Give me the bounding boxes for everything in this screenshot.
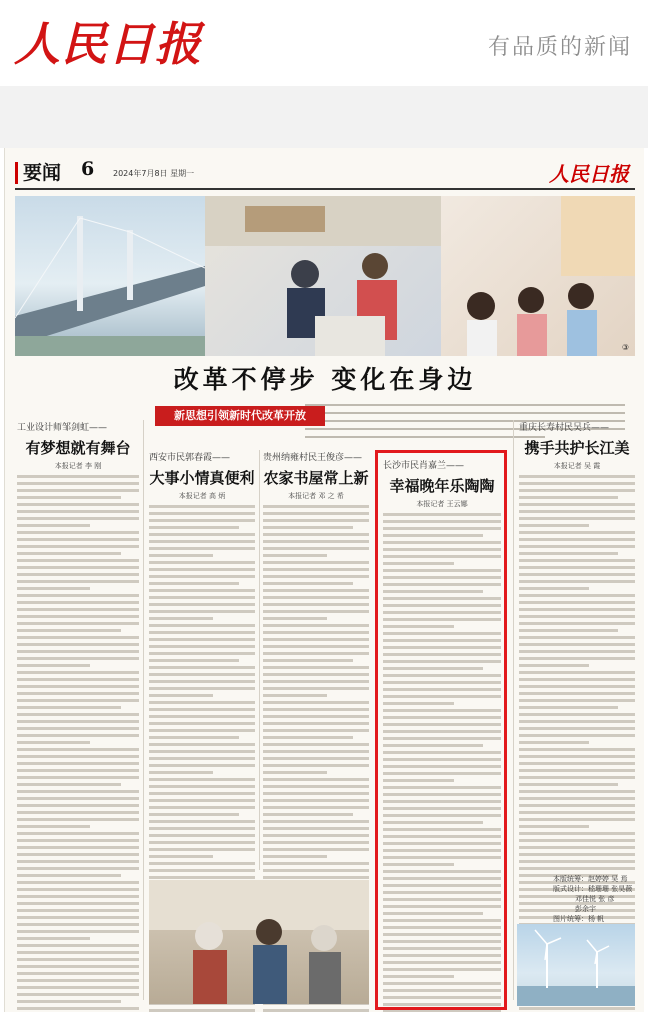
article-kicker: 工业设计师邹剑虹—— [17,423,108,433]
article-title: 大事小情真便利 [149,469,255,487]
app-slogan: 有品质的新闻 [487,35,632,60]
intro-text-line [305,436,545,438]
article-body [17,475,139,1012]
children-photo [441,196,635,356]
photo-number: ③ [621,343,629,352]
wind-turbine-photo [517,924,635,1006]
article-title: 携手共护长江美 [524,439,630,457]
article-title: 幸福晚年乐陶陶 [389,477,495,495]
column-divider [143,420,144,1000]
article-kicker: 西安市民郭春霞—— [149,453,231,463]
page-section: 要闻 [23,162,62,184]
elderly-photo [149,880,369,1004]
column-divider [513,420,514,1000]
masthead-logo: 人民日报 [549,162,629,186]
page-masthead [15,158,635,190]
masthead-accent-bar [15,162,18,184]
article-kicker: 长沙市民肖嘉兰—— [383,461,465,471]
article-byline: 本报记者 高 炳 [178,492,226,500]
article-byline: 本报记者 李 刚 [54,462,102,470]
page-headline: 改革不停步 变化在身边 [173,365,477,394]
article-byline: 本报记者 邓 之 希 [288,492,344,500]
newspaper-page[interactable] [4,148,644,1012]
column-divider [259,450,260,870]
article-1[interactable] [17,420,139,1012]
intro-text-line [305,404,625,406]
article-4[interactable] [383,458,501,1012]
article-kicker: 贵州纳雍村民王俊彦—— [263,453,363,463]
app-header [0,0,648,86]
header-gap [0,86,648,148]
article-title: 农家书屋常上新 [263,469,369,487]
page-number: 6 [81,158,95,180]
article-title: 有梦想就有舞台 [25,439,131,457]
article-body [383,513,501,1012]
article-kicker: 重庆长寿村民吴兵—— [519,423,610,433]
intro-text-line [305,412,625,414]
article-byline: 本报记者 吴 霞 [553,462,601,470]
service-hall-photo [205,196,441,356]
article-byline: 本报记者 王云娜 [416,500,468,508]
page-credits: 本版统筹：赵婷婷 吴 焉 版式设计：嵇珊珊 张昊薇 邓佳悦 张 彦 彭余宇 图片统筹：杨 帆 [553,875,633,923]
theme-banner: 新思想引领新时代改革开放 [155,406,325,426]
photo-strip [15,196,635,356]
app-logo: 人民日报 [14,17,202,71]
page-date: 2024年7月8日 星期一 [113,169,195,178]
bridge-photo [15,196,205,356]
